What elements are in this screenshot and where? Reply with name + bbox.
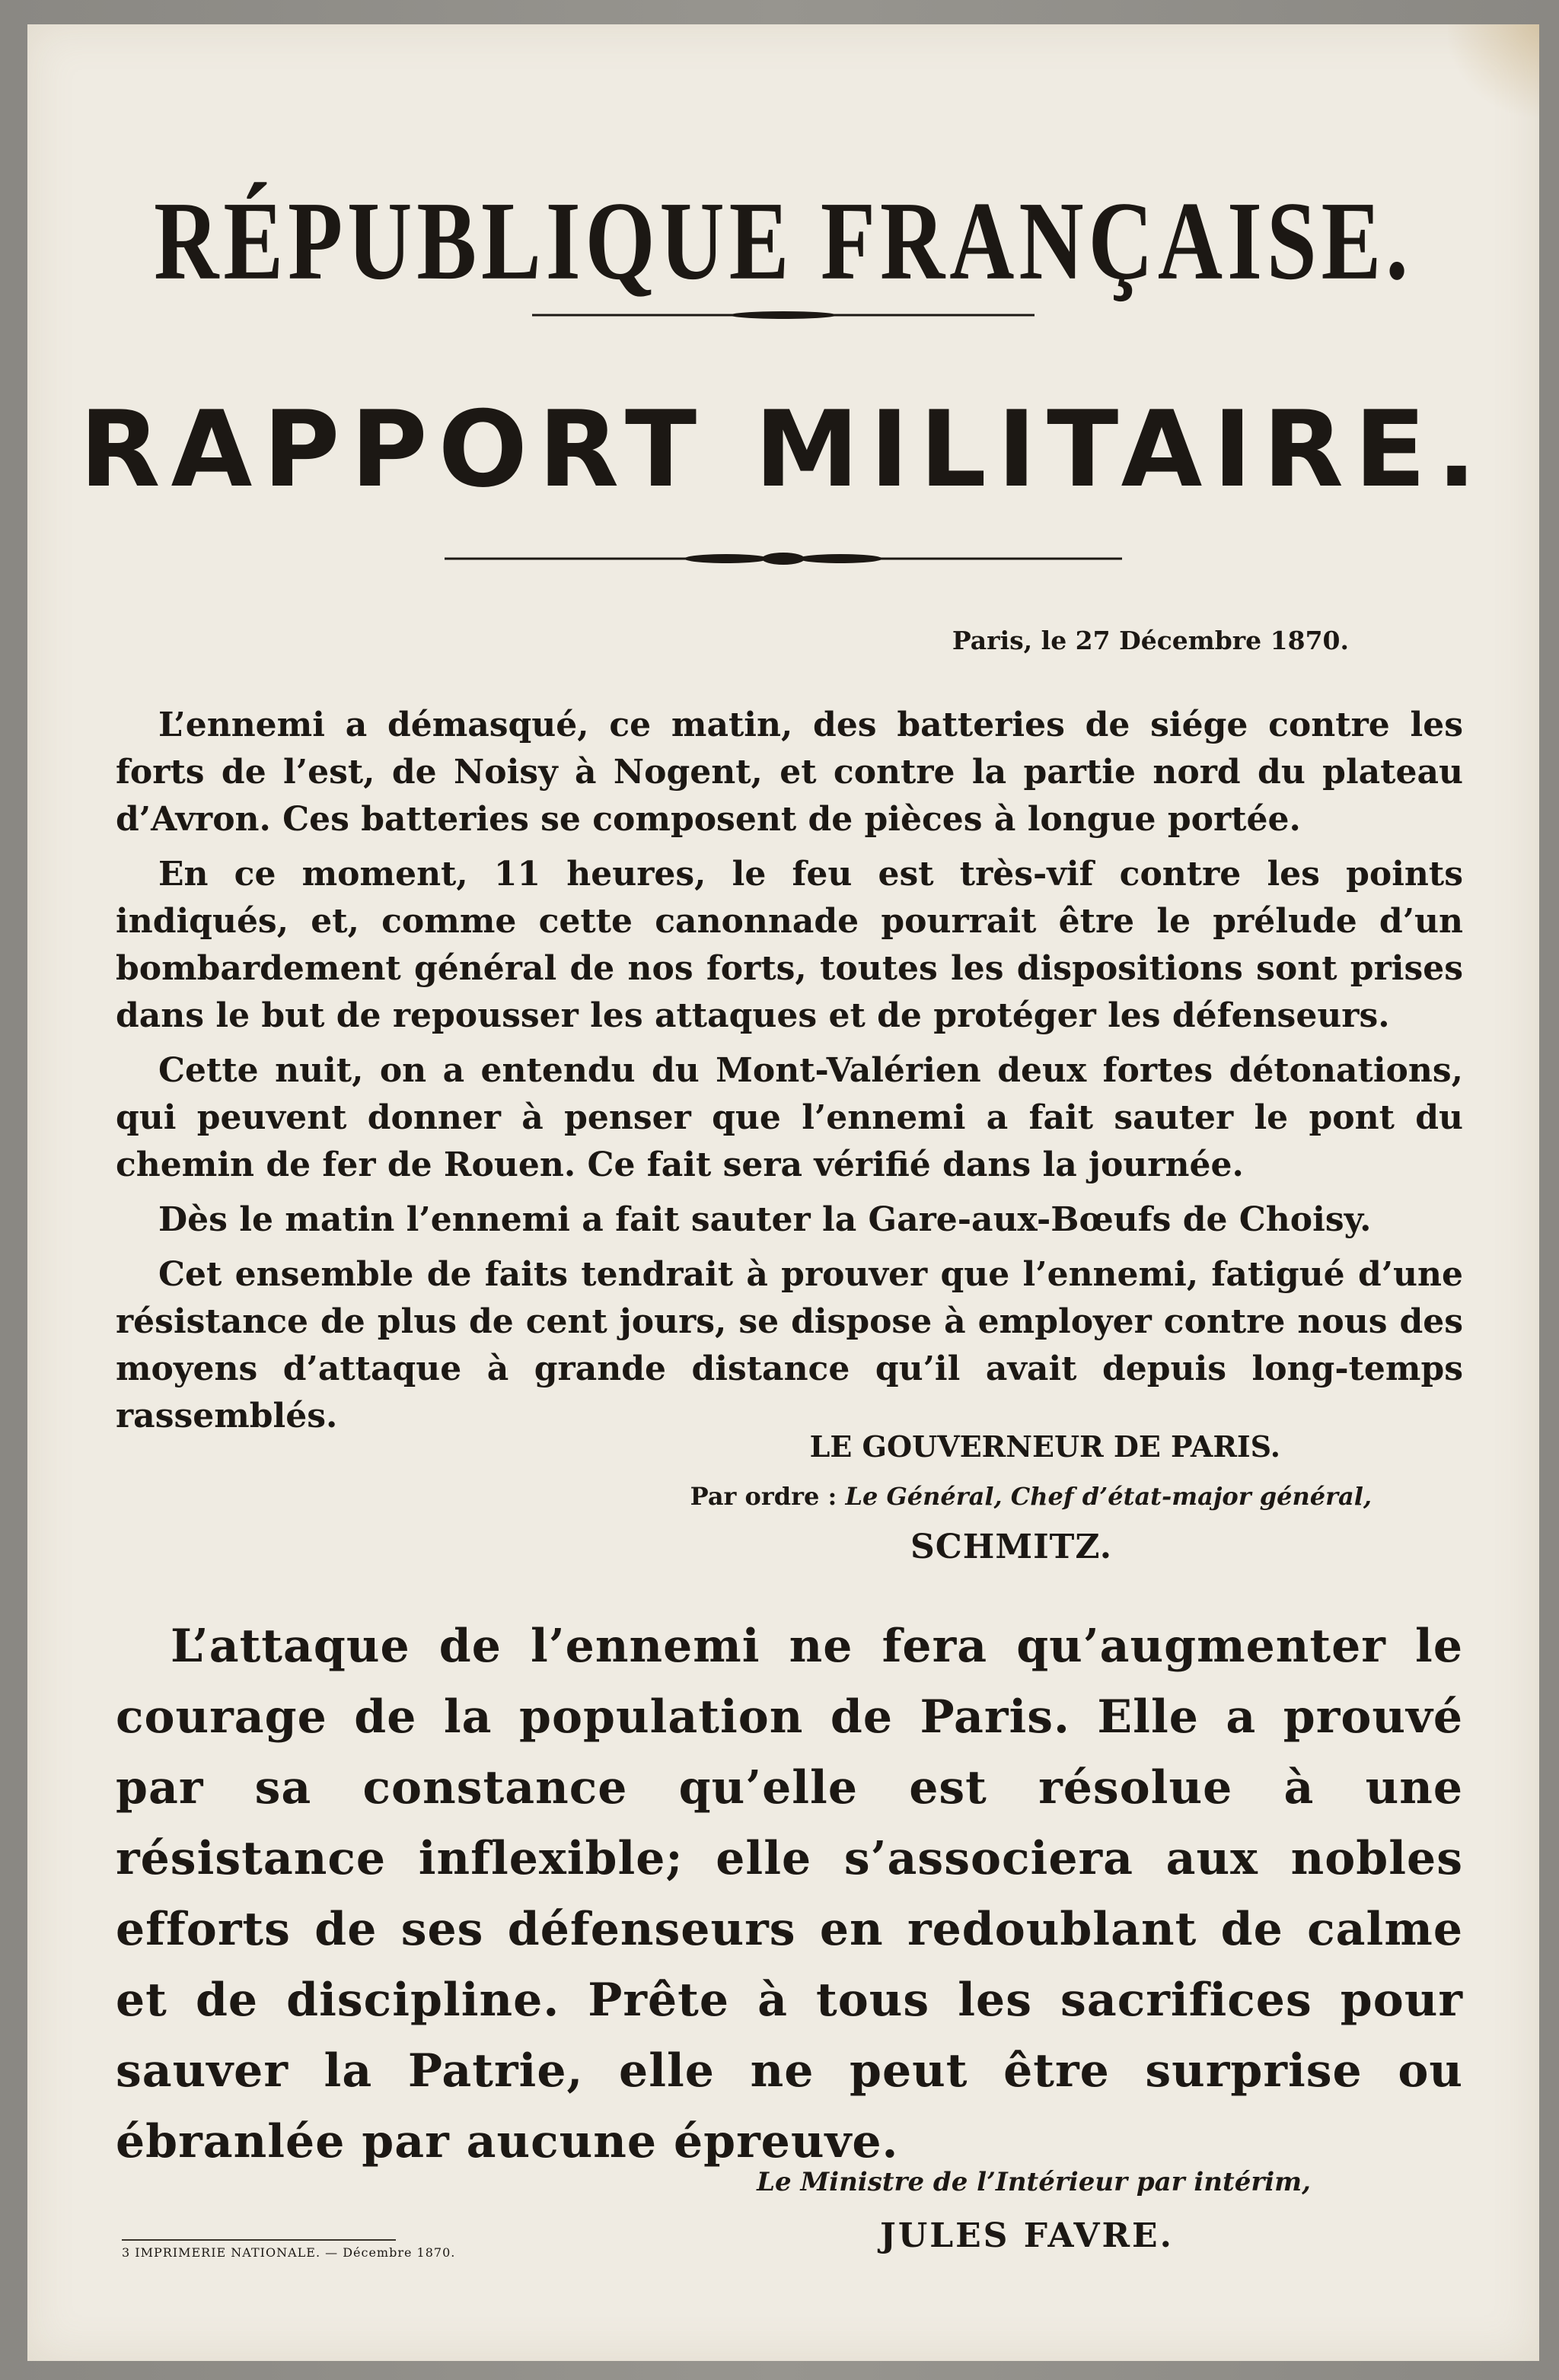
printer-imprint: 3 IMPRIMERIE NATIONALE. — Décembre 1870. xyxy=(122,2239,396,2260)
governor-title: LE GOUVERNEUR DE PARIS. xyxy=(809,1429,1280,1464)
proclamation-text: L’attaque de l’ennemi ne fera qu’augmenter le courage de la population de Paris. Elle a prouvé par sa constance qu’elle est résolue à une résistance inflexible; elle s’associera aux nobles efforts de ses défenseurs en redoublant de calme et de discipline. Prête à tous les sacrifices pour sauver la Patrie, elle ne peut être surprise ou ébranlée par aucune épreuve. xyxy=(116,1620,1463,2168)
report-paragraph: Dès le matin l’ennemi a fait sauter la Gare-aux-Bœufs de Choisy. xyxy=(158,1200,1372,1239)
minister-title: Le Ministre de l’Intérieur par intérim, xyxy=(757,2167,1311,2197)
signatory-schmitz: SCHMITZ. xyxy=(910,1528,1113,1566)
signatory-favre: JULES FAVRE. xyxy=(880,2216,1174,2255)
ornamental-rule-top xyxy=(532,306,1035,324)
poster-sheet xyxy=(27,24,1539,2361)
ornamental-rule-bottom xyxy=(445,548,1122,569)
report-paragraph: L’ennemi a démasqué, ce matin, des batteries de siége contre les forts de l’est, de Noisy à Nogent, et contre la partie nord du plateau d’Avron. Ces batteries se composent de pièces à longue portée. xyxy=(116,706,1463,839)
dateline: Paris, le 27 Décembre 1870. xyxy=(952,626,1349,655)
order-role: Le Général, Chef d’état-major général, xyxy=(845,1482,1372,1511)
republic-heading: RÉPUBLIQUE FRANÇAISE. xyxy=(154,178,1413,304)
paper-stain xyxy=(1448,24,1539,123)
report-body xyxy=(116,702,1463,1448)
report-paragraph: Cet ensemble de faits tendrait à prouver que l’ennemi, fatigué d’une résistance de plus de cent jours, se dispose à employer contre nous des moyens d’attaque à grande distance qu’il avait depuis long-temps rassemblés. xyxy=(116,1255,1463,1435)
order-line xyxy=(690,1482,1372,1511)
order-prefix: Par ordre : xyxy=(690,1482,837,1511)
report-paragraph: Cette nuit, on a entendu du Mont-Valérien deux fortes détonations, qui peuvent donner à penser que l’ennemi a fait sauter le pont du chemin de fer de Rouen. Ce fait sera vérifié dans la journée. xyxy=(116,1051,1463,1184)
report-title: RAPPORT MILITAIRE. xyxy=(79,388,1487,511)
report-paragraph: En ce moment, 11 heures, le feu est très-vif contre les points indiqués, et, comme cette canonnade pourrait être le prélude d’un bombardement général de nos forts, toutes les dispositions sont prises dans le but de repousser les attaques et de protéger les défenseurs. xyxy=(116,855,1463,1035)
